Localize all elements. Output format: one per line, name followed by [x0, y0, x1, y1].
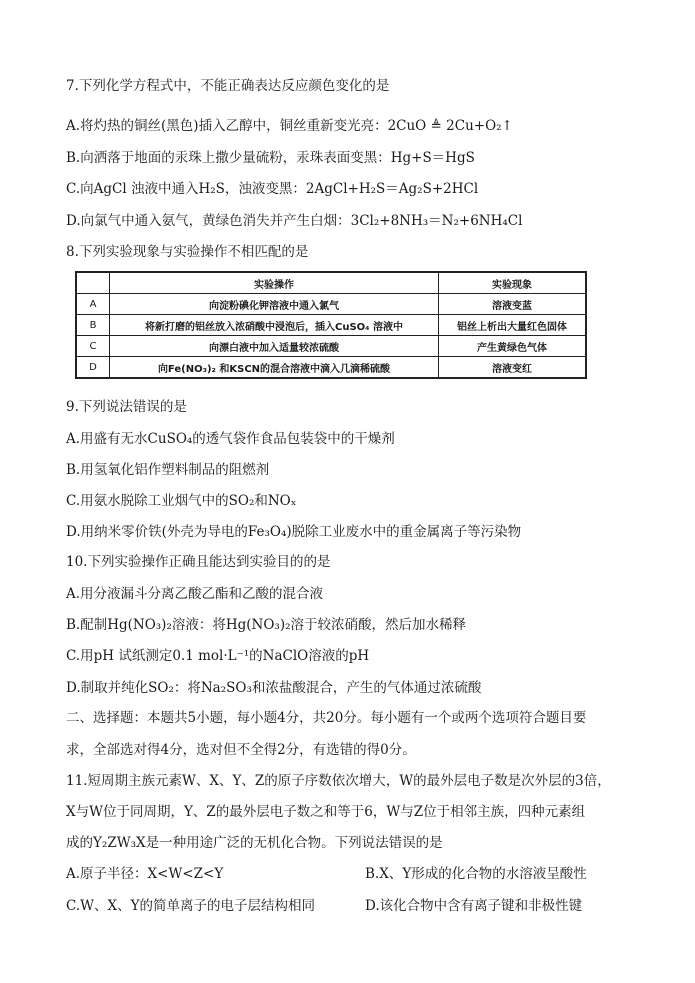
table-cell: B: [76, 315, 110, 336]
table-row: [76, 357, 586, 379]
q10-option-a: A.用分液漏斗分离乙酸乙酯和乙酸的混合液: [66, 586, 324, 602]
table-row: [76, 315, 586, 336]
q11-option-a: A.原子半径：X<W<Z<Y: [66, 866, 224, 882]
q11-stem-line-2: X与W位于同周期，Y、Z的最外层电子数之和等于6，W与Z位于相邻主族，四种元素组: [66, 804, 586, 820]
table-cell: 产生黄绿色气体: [439, 336, 587, 357]
q9-option-a: A.用盛有无水CuSO₄的透气袋作食品包装袋中的干燥剂: [66, 431, 395, 447]
q10-stem: 10.下列实验操作正确且能达到实验目的的是: [66, 554, 331, 570]
q9-option-b: B.用氢氧化铝作塑料制品的阻燃剂: [66, 462, 270, 478]
table-cell: 铝丝上析出大量红色固体: [439, 315, 587, 336]
table-cell: 溶液变蓝: [439, 294, 587, 315]
q8-table: [75, 271, 587, 379]
table-cell: 向淀粉碘化钾溶液中通入氯气: [110, 294, 439, 315]
q7-stem: 7.下列化学方程式中，不能正确表达反应颜色变化的是: [66, 78, 390, 94]
section-2-instructions-line-1: 二、选择题：本题共5小题，每小题4分，共20分。每小题有一个或两个选项符合题目要: [66, 710, 587, 726]
table-cell: 将新打磨的铝丝放入浓硝酸中浸泡后，插入CuSO₄ 溶液中: [110, 315, 439, 336]
table-row: [76, 336, 586, 357]
q9-option-d: D.用纳米零价铁(外壳为导电的Fe₃O₄)脱除工业废水中的重金属离子等污染物: [66, 524, 522, 540]
q7-option-c: C.向AgCl 浊液中通入H₂S，浊液变黑：2AgCl+H₂S＝Ag₂S+2HCl: [66, 181, 479, 197]
q11-stem-line-3: 成的Y₂ZW₃X是一种用途广泛的无机化合物。下列说法错误的是: [66, 835, 443, 851]
table-header-row: [76, 272, 586, 294]
q8-stem: 8.下列实验现象与实验操作不相匹配的是: [66, 244, 309, 260]
q11-stem-line-1: 11.短周期主族元素W、X、Y、Z的原子序数依次增大，W的最外层电子数是次外层的3倍，: [66, 773, 611, 789]
table-cell: 溶液变红: [439, 357, 587, 379]
q11-option-d: D.该化合物中含有离子键和非极性键: [365, 898, 583, 914]
q9-option-c: C.用氨水脱除工业烟气中的SO₂和NOₓ: [66, 493, 297, 509]
table-header-cell: 实验操作: [110, 272, 439, 294]
q11-option-b: B.X、Y形成的化合物的水溶液呈酸性: [365, 866, 587, 882]
section-2-instructions-line-2: 求，全部选对得4分，选对但不全得2分，有选错的得0分。: [66, 742, 416, 758]
table-row: [76, 294, 586, 315]
table-cell: 向漂白液中加入适量较浓硫酸: [110, 336, 439, 357]
q7-option-a: A.将灼热的铜丝(黑色)插入乙醇中，铜丝重新变光亮：2CuO ≜ 2Cu+O₂↑: [66, 118, 513, 134]
q7-option-d: D.向氯气中通入氨气，黄绿色消失并产生白烟：3Cl₂+8NH₃＝N₂+6NH₄Cl: [66, 213, 523, 229]
q11-option-c: C.W、X、Y的简单离子的电子层结构相同: [66, 898, 316, 914]
table-header-cell: [76, 272, 110, 294]
table-cell: A: [76, 294, 110, 315]
q10-option-c: C.用pH 试纸测定0.1 mol·L⁻¹的NaClO溶液的pH: [66, 648, 370, 664]
q9-stem: 9.下列说法错误的是: [66, 399, 187, 415]
table-cell: 向Fe(NO₃)₂ 和KSCN的混合溶液中滴入几滴稀硫酸: [110, 357, 439, 379]
q7-option-b: B.向洒落于地面的汞珠上撒少量硫粉，汞珠表面变黑：Hg+S＝HgS: [66, 150, 475, 166]
q10-option-d: D.制取并纯化SO₂：将Na₂SO₃和浓盐酸混合，产生的气体通过浓硫酸: [66, 680, 482, 696]
table-header-cell: 实验现象: [439, 272, 587, 294]
q10-option-b: B.配制Hg(NO₃)₂溶液：将Hg(NO₃)₂溶于较浓硝酸，然后加水稀释: [66, 617, 467, 633]
table-cell: D: [76, 357, 110, 379]
table-cell: C: [76, 336, 110, 357]
